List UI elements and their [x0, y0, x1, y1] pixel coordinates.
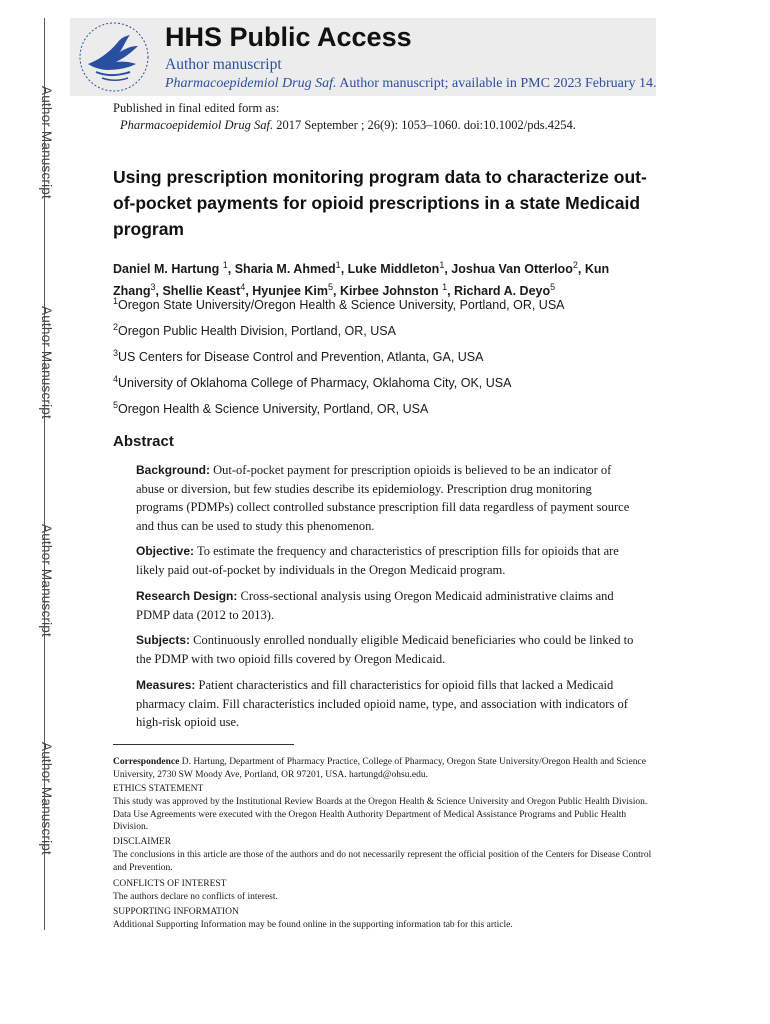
- disclaimer-text: The conclusions in this article are those of the authors and do not necessarily represent the official position of the Centers for Disease Control and Prevention.: [113, 850, 652, 873]
- sidebar-label: Author Manuscript: [39, 86, 54, 199]
- hhs-eagle-logo-icon: [74, 20, 154, 94]
- manuscript-type: Author manuscript: [165, 56, 282, 73]
- affiliation: $^2$Oregon Public Health Division, Portland, OR, USA: [113, 322, 396, 339]
- footnote-rule: [113, 744, 294, 745]
- citation-details: 2017 September ; 26(9): 1053–1060. doi:10.1002/pds.4254.: [276, 118, 576, 132]
- article-title: Using prescription monitoring program data to characterize out-of-pocket payments for opioid prescriptions in a state Medicaid program: [113, 167, 647, 239]
- supporting-text: Additional Supporting Information may be found online in the supporting information tab for this article.: [113, 920, 513, 930]
- citation-journal: Pharmacoepidemiol Drug Saf.: [120, 118, 274, 132]
- sidebar-label: Author Manuscript: [39, 524, 54, 637]
- availability-text: Author manuscript; available in PMC 2023 February 14.: [339, 76, 657, 91]
- abstract-measures: Measures: Patient characteristics and fill characteristics for opioid fills that lacked a Medicaid pharmacy claim. Fill characteristics included opioid name, type, and association with indicators of high-risk opioid use.: [136, 678, 628, 729]
- author-list: [113, 256, 658, 300]
- abstract-objective: Objective: To estimate the frequency and characteristics of prescription fills for opioids that are likely paid out-of-pocket by individuals in the Oregon Medicaid program.: [136, 544, 619, 577]
- affiliation: $^3$US Centers for Disease Control and Prevention, Atlanta, GA, USA: [113, 348, 484, 365]
- author: Daniel M. Hartung $^1$,: [113, 260, 235, 277]
- abstract-heading: Abstract: [113, 433, 174, 450]
- published-intro: Published in final edited form as:: [113, 101, 280, 115]
- journal-name: Pharmacoepidemiol Drug Saf.: [165, 76, 337, 91]
- conflicts-text: The authors declare no conflicts of interest.: [113, 892, 278, 902]
- author: Shellie Keast$^4$,: [162, 282, 253, 299]
- abstract-subjects: Subjects: Continuously enrolled nondually eligible Medicaid beneficiaries who could be linked to the PDMP with two opioid fills covered by Oregon Medicaid.: [136, 633, 634, 666]
- journal-availability: [165, 76, 657, 92]
- publication-citation: [120, 118, 576, 133]
- affiliation: $^1$Oregon State University/Oregon Health & Science University, Portland, OR, USA: [113, 296, 565, 313]
- author: Richard A. Deyo$^5$: [454, 282, 556, 299]
- author: Kirbee Johnston $^1$,: [339, 282, 455, 299]
- affiliation: $^5$Oregon Health & Science University, Portland, OR, USA: [113, 400, 429, 417]
- abstract-background: Background: Out-of-pocket payment for prescription opioids is believed to be an indicator of abuse or diversion, but few studies describe its epidemiology. Prescription drug monitoring programs (PDMPs) collect controlled substance prescription fill data regardless of payment source and thus can be used to study this phenomenon.: [136, 463, 630, 533]
- abstract-research-design: Research Design: Cross-sectional analysis using Oregon Medicaid administrative claims and PDMP data (2012 to 2013).: [136, 589, 614, 622]
- author: Joshua Van Otterloo$^2$,: [451, 260, 585, 277]
- author: Kun Zhang$^3$,: [113, 262, 610, 299]
- author: Sharia M. Ahmed$^1$,: [234, 260, 348, 277]
- supporting-heading: SUPPORTING INFORMATION: [113, 907, 239, 917]
- hhs-title: HHS Public Access: [165, 22, 412, 52]
- author: Hyunjee Kim$^5$,: [252, 282, 340, 299]
- conflicts-heading: CONFLICTS OF INTEREST: [113, 879, 227, 889]
- author: Luke Middleton$^1$,: [347, 260, 452, 277]
- correspondence-note: Correspondence D. Hartung, Department of Pharmacy Practice, College of Pharmacy, Oregon State University/Oregon Health and Science University, 2730 SW Moody Ave, Portland, OR 97201, USA. hartungd@ohsu.edu.: [113, 757, 646, 780]
- sidebar-label: Author Manuscript: [39, 742, 54, 855]
- ethics-text: This study was approved by the Institutional Review Boards at the Oregon Health & Science University and Oregon Public Health Division. Data Use Agreements were executed with the Oregon Health Authority Department of Medical Assistance Programs and Public Health Division.: [113, 797, 648, 832]
- affiliation: $^4$University of Oklahoma College of Pharmacy, Oklahoma City, OK, USA: [113, 374, 512, 391]
- sidebar-label: Author Manuscript: [39, 306, 54, 419]
- disclaimer-heading: DISCLAIMER: [113, 837, 172, 847]
- ethics-heading: ETHICS STATEMENT: [113, 784, 204, 794]
